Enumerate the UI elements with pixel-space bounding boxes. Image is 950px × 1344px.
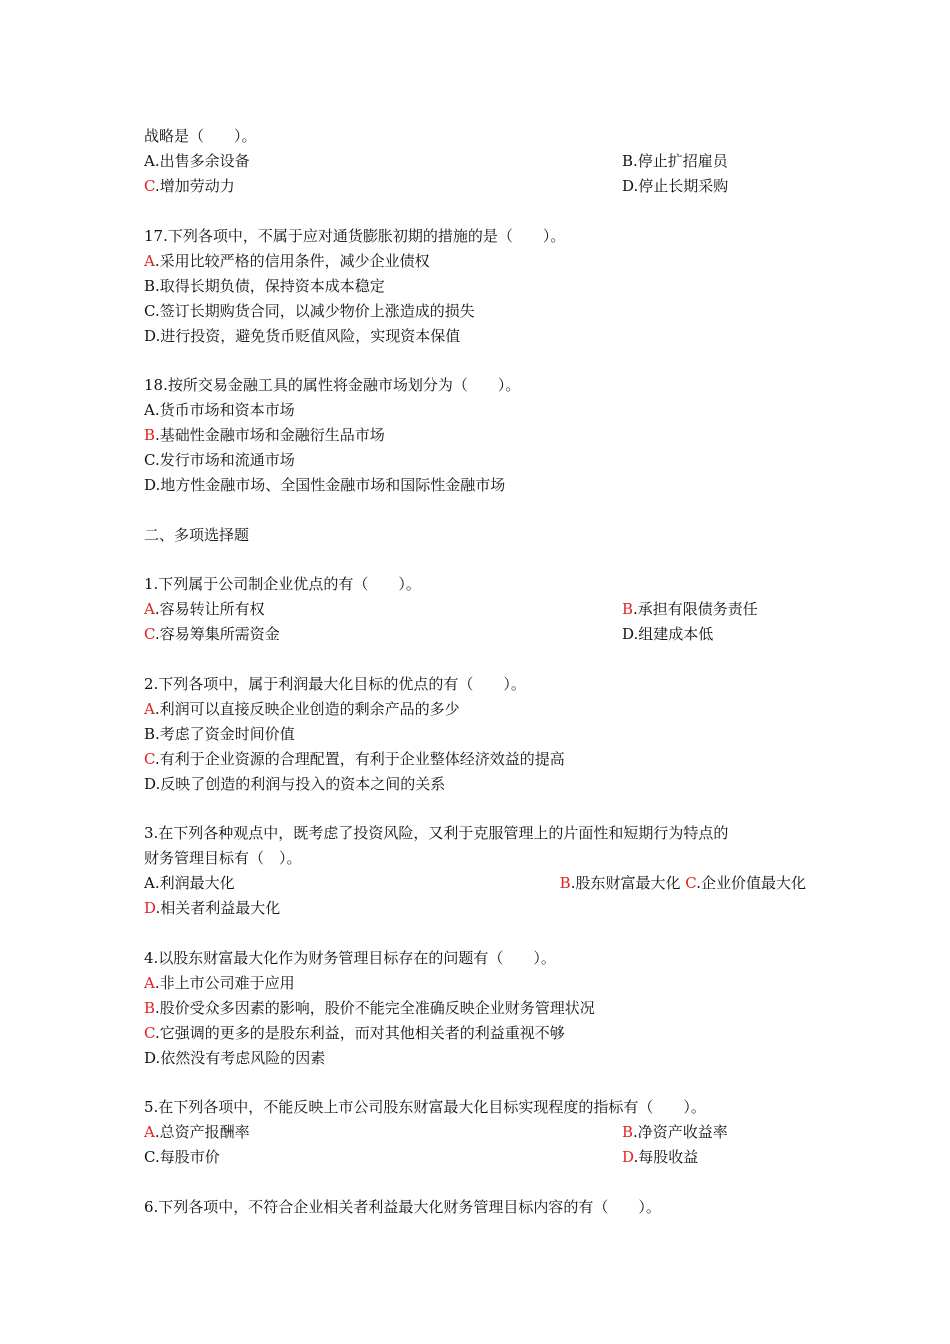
option-letter: C	[144, 302, 155, 320]
m3-stem-line-2: 财务管理目标有（ ）。	[144, 849, 302, 867]
m1-row-1	[144, 597, 758, 622]
option-letter: D	[144, 899, 156, 917]
m4-stem: 4.以股东财富最大化作为财务管理目标存在的问题有（ ）。	[144, 949, 556, 967]
option-letter: D	[144, 1049, 156, 1067]
option-text: .有利于企业资源的合理配置，有利于企业整体经济效益的提高	[154, 750, 565, 768]
option-text: .货币市场和资本市场	[154, 401, 295, 419]
option-letter: C	[144, 1148, 155, 1166]
option-text: .进行投资，避免货币贬值风险，实现资本保值	[155, 327, 461, 345]
option-text: .采用比较严格的信用条件，减少企业债权	[154, 252, 430, 270]
option-letter: D	[144, 476, 156, 494]
section-title: 二、多项选择题	[144, 526, 250, 544]
option-text: .每股市价	[154, 1148, 220, 1166]
m3-stem-line-1: 3.在下列各种观点中，既考虑了投资风险，又利于克服管理上的片面性和短期行为特点的	[144, 824, 729, 842]
option-b	[622, 149, 728, 174]
option-letter: C	[144, 625, 155, 643]
m4-option-a	[144, 971, 295, 996]
option-d	[622, 174, 728, 199]
m4-option-c	[144, 1021, 565, 1046]
m3-option-d	[144, 896, 280, 921]
option-text: .反映了创造的利润与投入的资本之间的关系	[155, 775, 446, 793]
option-text: .发行市场和流通市场	[154, 451, 295, 469]
option-letter: B	[559, 874, 571, 892]
m2-option-b	[144, 722, 295, 747]
option-text: .净资产收益率	[633, 1123, 728, 1141]
option-d	[622, 622, 713, 647]
m2-option-a	[144, 697, 460, 722]
option-letter: A	[144, 252, 155, 270]
option-letter: A	[144, 874, 155, 892]
option-letter: B	[622, 152, 634, 170]
option-text: .出售多余设备	[154, 152, 250, 170]
option-text: .容易筹集所需资金	[154, 625, 280, 643]
option-c	[144, 625, 280, 643]
option-letter: D	[622, 625, 634, 643]
q18-stem: 18.按所交易金融工具的属性将金融市场划分为（ ）。	[144, 376, 521, 394]
option-letter: D	[144, 327, 156, 345]
m5-row-2	[144, 1145, 699, 1170]
option-letter: C	[144, 177, 155, 195]
option-text: .签订长期购货合同，以减少物价上涨造成的损失	[154, 302, 475, 320]
option-letter: B	[144, 725, 156, 743]
q16-row-2	[144, 174, 729, 199]
m2-option-d	[144, 772, 445, 797]
q17-option-a	[144, 249, 430, 274]
option-text: .依然没有考虑风险的因素	[155, 1049, 326, 1067]
m4-option-b	[144, 996, 595, 1021]
option-text: .它强调的更多的是股东利益，而对其他相关者的利益重视不够	[154, 1024, 565, 1042]
option-text: .总资产报酬率	[154, 1123, 250, 1141]
option-letter: B	[622, 600, 634, 618]
option-letter: C	[144, 451, 155, 469]
option-letter: A	[144, 700, 155, 718]
option-a	[144, 871, 235, 896]
m2-stem: 2.下列各项中，属于利润最大化目标的优点的有（ ）。	[144, 675, 526, 693]
option-letter: C	[685, 874, 697, 892]
q17-stem: 17.下列各项中，不属于应对通货膨胀初期的措施的是（ ）。	[144, 227, 566, 245]
q17-option-c	[144, 299, 475, 324]
q17-option-b	[144, 274, 385, 299]
option-letter: A	[144, 974, 155, 992]
option-a	[144, 1123, 250, 1141]
option-letter: A	[144, 401, 155, 419]
option-letter: D	[144, 775, 156, 793]
option-text: .容易转让所有权	[154, 600, 265, 618]
option-letter: B	[622, 1123, 634, 1141]
option-text: .停止扩招雇员	[633, 152, 728, 170]
option-letter: C	[144, 1024, 155, 1042]
option-b-c	[560, 871, 806, 896]
option-a	[144, 600, 265, 618]
q17-option-d	[144, 324, 460, 349]
m1-row-2	[144, 622, 714, 647]
option-letter: B	[144, 999, 156, 1017]
option-letter: A	[144, 600, 155, 618]
m3-row-1	[144, 871, 806, 896]
option-text: .相关者利益最大化	[155, 899, 281, 917]
m4-option-d	[144, 1046, 325, 1071]
q16-row-1	[144, 149, 728, 174]
option-b	[622, 597, 758, 622]
option-text: .增加劳动力	[154, 177, 235, 195]
q18-option-b	[144, 423, 385, 448]
q16-stem: 战略是（ ）。	[144, 127, 257, 145]
m1-stem: 1.下列属于公司制企业优点的有（ ）。	[144, 575, 421, 593]
q18-option-c	[144, 448, 295, 473]
option-text: .考虑了资金时间价值	[155, 725, 295, 743]
option-text: .承担有限债务责任	[633, 600, 758, 618]
q18-option-a	[144, 398, 295, 423]
option-letter: D	[622, 177, 634, 195]
option-text: .利润可以直接反映企业创造的剩余产品的多少	[154, 700, 460, 718]
option-text: .取得长期负债，保持资本成本稳定	[155, 277, 385, 295]
option-text: .停止长期采购	[633, 177, 729, 195]
m2-option-c	[144, 747, 565, 772]
m6-stem: 6.下列各项中，不符合企业相关者利益最大化财务管理目标内容的有（ ）。	[144, 1198, 661, 1216]
option-text: .股价受众多因素的影响，股价不能完全准确反映企业财务管理状况	[155, 999, 595, 1017]
option-c	[144, 177, 235, 195]
option-b	[622, 1120, 728, 1145]
q18-option-d	[144, 473, 505, 498]
option-letter: A	[144, 152, 155, 170]
m5-stem: 5.在下列各项中，不能反映上市公司股东财富最大化目标实现程度的指标有（ ）。	[144, 1098, 706, 1116]
option-text: .股东财富最大化	[570, 874, 681, 892]
option-letter: C	[144, 750, 155, 768]
option-a	[144, 152, 250, 170]
option-letter: D	[622, 1148, 634, 1166]
m5-row-1	[144, 1120, 728, 1145]
option-text: .非上市公司难于应用	[154, 974, 295, 992]
option-text: .组建成本低	[633, 625, 714, 643]
option-text: .基础性金融市场和金融衍生品市场	[155, 426, 385, 444]
option-text: .企业价值最大化	[696, 874, 806, 892]
option-letter: B	[144, 277, 156, 295]
option-d	[622, 1145, 698, 1170]
option-text: .利润最大化	[154, 874, 235, 892]
option-text: .地方性金融市场、全国性金融市场和国际性金融市场	[155, 476, 506, 494]
option-text: .每股收益	[633, 1148, 699, 1166]
option-c	[144, 1148, 220, 1166]
option-letter: B	[144, 426, 156, 444]
option-letter: A	[144, 1123, 155, 1141]
